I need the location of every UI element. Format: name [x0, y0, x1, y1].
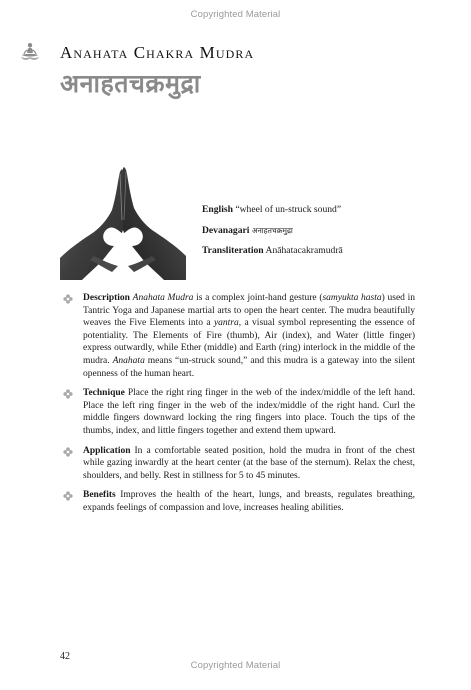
- transliteration-value: Anāhatacakramudrā: [265, 245, 343, 256]
- lotus-meditation-icon: [19, 42, 41, 62]
- english-value: “wheel of un-struck sound”: [235, 204, 342, 215]
- devanagari-label: Devanagari: [202, 225, 250, 236]
- flower-bullet-icon: [63, 491, 73, 501]
- list-item-benefits: [61, 489, 415, 514]
- english-label: English: [202, 204, 233, 215]
- list-item-description: [61, 292, 415, 380]
- devanagari-value: अनाहतचक्रमुद्रा: [251, 226, 293, 235]
- description-part: , a visual symbol representing the essence of potentiality. The Elements of Fire (thumb), Air (index), and Water (little finger) express outwardly, while Ether (middle) and Earth (ring) interlock in the middle of the mudra.: [83, 318, 415, 366]
- technique-label: Technique: [83, 388, 125, 399]
- description-term: yantra: [213, 318, 239, 329]
- flower-bullet-icon: [63, 389, 73, 399]
- mudra-hands-photo: [60, 160, 186, 280]
- technique-text: [83, 387, 415, 437]
- description-term: Anahata Mudra: [132, 293, 194, 303]
- description-text: [83, 292, 415, 380]
- benefits-label: Benefits: [83, 490, 116, 501]
- list-item-technique: [61, 387, 415, 437]
- english-meaning: [202, 204, 341, 215]
- application-body: In a comfortable seated position, hold the mudra in front of the chest while gazing inwardly at the heart center (at the base of the sternum). Relax the chest, shoulders, and belly. Rest in stillness for 5 to 45 minutes.: [83, 445, 415, 481]
- description-part: ) used in Tantric Yoga and Japanese martial arts to open the heart center. The mudra beautifully weaves the Five Elements into a: [83, 293, 416, 329]
- watermark-top: Copyrighted Material: [190, 9, 281, 20]
- watermark-bottom: Copyrighted Material: [190, 660, 281, 671]
- description-part: is a complex joint-hand gesture (: [193, 293, 323, 303]
- devanagari-line: [202, 225, 293, 236]
- description-term: Anahata: [112, 355, 145, 366]
- sanskrit-title: अनाहतचक्रमुद्रा: [60, 69, 201, 98]
- technique-body: Place the right ring finger in the web of the index/middle of the left hand. Place the left ring finger in the web of the index/middle of the right hand. Curl the middle fingers downward locking the ring fingers into place. Touch the tips of the thumbs, index, and little fingers together and extend them upward.: [83, 388, 415, 436]
- application-label: Application: [83, 445, 131, 456]
- page-number: 42: [60, 651, 70, 662]
- list-item-application: [61, 445, 415, 483]
- description-part: means “un-struck sound,” and this mudra is a gateway into the silent openness of the human heart.: [83, 355, 415, 379]
- flower-bullet-icon: [63, 294, 73, 304]
- benefits-body: Improves the health of the heart, lungs, and breasts, regulates breathing, expands feelings of compassion and love, increases healing abilities.: [83, 490, 415, 513]
- description-term: samyukta hasta: [322, 293, 382, 303]
- transliteration-label: Transliteration: [202, 245, 264, 256]
- description-label: Description: [83, 293, 130, 303]
- page-title: Anahata Chakra Mudra: [60, 43, 255, 62]
- application-text: [83, 445, 415, 483]
- transliteration-line: [202, 245, 343, 256]
- benefits-text: [83, 489, 415, 514]
- mudra-details-list: [61, 292, 415, 522]
- flower-bullet-icon: [63, 447, 73, 457]
